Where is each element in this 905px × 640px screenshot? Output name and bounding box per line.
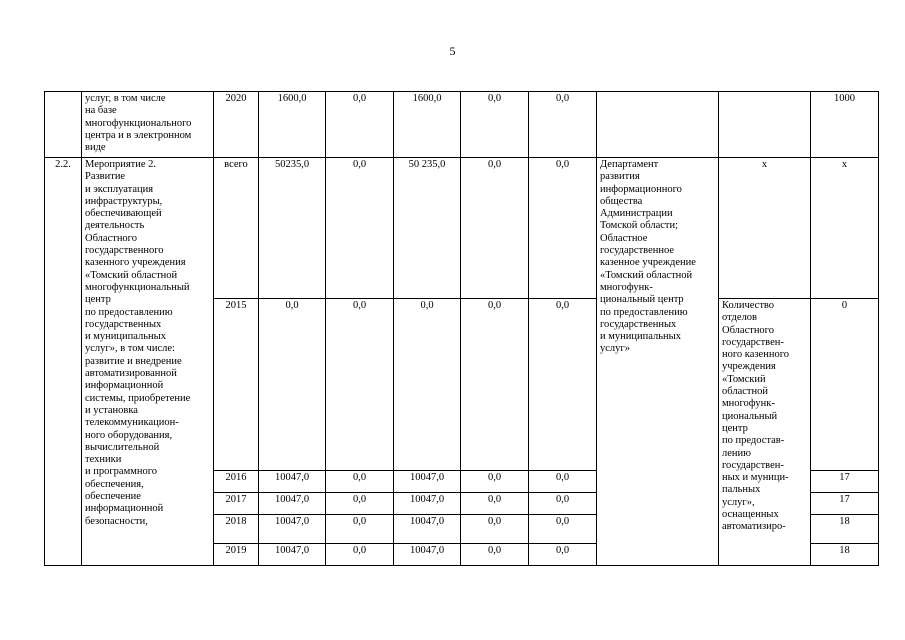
total-cell: 50235,0 (259, 158, 326, 299)
year-cell: 2017 (214, 493, 259, 515)
table-row (45, 158, 879, 299)
budget-cell-1: 0,0 (326, 515, 394, 544)
indicator-cell: Количество отделов Областного государствен- ного казенного учреждения «Томский областной многофунк- циональный центр по предостав- лению государствен- ных и муници- пальных услуг», оснащенных автоматизиро- (719, 299, 811, 566)
year-cell: 2018 (214, 515, 259, 544)
indicator-value-cell: 1000 (811, 92, 879, 158)
budget-cell-1: 0,0 (326, 299, 394, 471)
budget-cell-4: 0,0 (529, 471, 597, 493)
table-row (45, 92, 879, 158)
budget-cell-3: 0,0 (461, 92, 529, 158)
executor-cell: Департамент развития информационного общества Администрации Томской области; Областное государственное казенное учреждение «Томский областной многофунк- циональный центр по предоставлению государственных и муниципальных услуг» (597, 158, 719, 566)
indicator-value-cell: x (811, 158, 879, 299)
budget-cell-2: 0,0 (394, 299, 461, 471)
budget-cell-4: 0,0 (529, 158, 597, 299)
indicator-value-cell: 18 (811, 544, 879, 566)
budget-cell-2: 50 235,0 (394, 158, 461, 299)
budget-cell-4: 0,0 (529, 299, 597, 471)
budget-cell-2: 1600,0 (394, 92, 461, 158)
budget-cell-3: 0,0 (461, 544, 529, 566)
event-name-cell: Мероприятие 2. Развитие и эксплуатация инфраструктуры, обеспечивающей деятельность Областного государственного казенного учреждения «Томский областной многофункциональный центр по предоставлению государственных и муниципальных услуг», в том числе: развитие и внедрение автоматизированной информационной системы, приобретение и установка телекоммуникацион- ного оборудования, вычислительной техники и программного обеспечения, обеспечение информационной безопасности, (82, 158, 214, 566)
budget-cell-4: 0,0 (529, 515, 597, 544)
budget-cell-1: 0,0 (326, 493, 394, 515)
budget-cell-3: 0,0 (461, 158, 529, 299)
total-cell: 10047,0 (259, 471, 326, 493)
total-cell: 1600,0 (259, 92, 326, 158)
indicator-value-cell: 17 (811, 471, 879, 493)
executor-cell (597, 92, 719, 158)
indicator-cell: x (719, 158, 811, 299)
year-cell: 2015 (214, 299, 259, 471)
budget-cell-4: 0,0 (529, 493, 597, 515)
indicator-value-cell: 0 (811, 299, 879, 471)
indicator-value-cell: 18 (811, 515, 879, 544)
program-table (44, 91, 879, 566)
total-cell: 10047,0 (259, 544, 326, 566)
budget-cell-2: 10047,0 (394, 471, 461, 493)
budget-cell-1: 0,0 (326, 158, 394, 299)
budget-cell-3: 0,0 (461, 471, 529, 493)
budget-cell-2: 10047,0 (394, 515, 461, 544)
budget-cell-2: 10047,0 (394, 544, 461, 566)
budget-cell-1: 0,0 (326, 544, 394, 566)
budget-cell-3: 0,0 (461, 299, 529, 471)
total-cell: 0,0 (259, 299, 326, 471)
budget-cell-3: 0,0 (461, 493, 529, 515)
event-name-cell: услуг, в том числе на базе многофункционального центра и в электронном виде (82, 92, 214, 158)
budget-cell-4: 0,0 (529, 544, 597, 566)
row-number-cell: 2.2. (45, 158, 82, 566)
indicator-cell (719, 92, 811, 158)
budget-cell-2: 10047,0 (394, 493, 461, 515)
year-cell: 2019 (214, 544, 259, 566)
year-cell: 2016 (214, 471, 259, 493)
year-cell: всего (214, 158, 259, 299)
total-cell: 10047,0 (259, 493, 326, 515)
budget-cell-4: 0,0 (529, 92, 597, 158)
total-cell: 10047,0 (259, 515, 326, 544)
budget-cell-1: 0,0 (326, 92, 394, 158)
indicator-value-cell: 17 (811, 493, 879, 515)
budget-cell-1: 0,0 (326, 471, 394, 493)
row-number-cell (45, 92, 82, 158)
year-cell: 2020 (214, 92, 259, 158)
page-number: 5 (449, 44, 456, 58)
budget-cell-3: 0,0 (461, 515, 529, 544)
